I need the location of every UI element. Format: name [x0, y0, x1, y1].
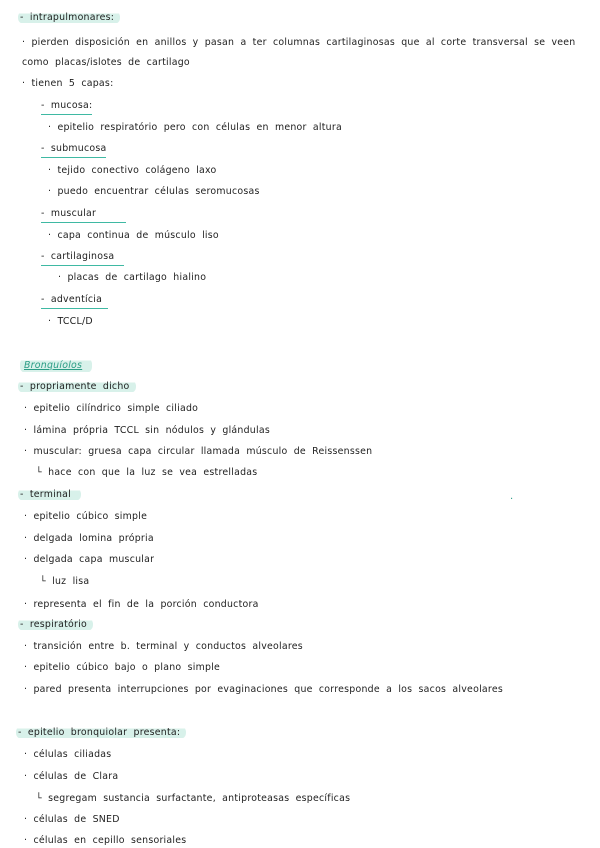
- text-line: · células de Clara: [24, 771, 119, 782]
- layer-heading-muscular: - muscular: [41, 208, 126, 223]
- text-line: · representa el fin de la porción conductora: [24, 599, 259, 610]
- layer-heading-mucosa: - mucosa:: [41, 100, 92, 115]
- text-line: · lámina própria TCCL sin nódulos y glándulas: [24, 425, 270, 436]
- layer-heading-adventicia: - adventícia: [41, 294, 108, 309]
- layer-item: · puedo encuentrar células seromucosas: [48, 186, 260, 197]
- text-line: └ luz lisa: [40, 576, 90, 587]
- text-line: · tienen 5 capas:: [22, 78, 114, 89]
- text-line: · células ciliadas: [24, 749, 112, 760]
- text-line: · células en cepillo sensoriales: [24, 835, 187, 846]
- section-heading-intrapulmonares: - intrapulmonares:: [18, 12, 120, 24]
- subsection-heading-respiratorio: - respiratório: [18, 619, 93, 631]
- section-heading-epitelio-bronquiolar: - epitelio bronquiolar presenta:: [16, 727, 186, 739]
- subsection-heading-terminal: - terminal: [18, 489, 81, 501]
- stray-ink-mark: ·: [510, 494, 514, 505]
- text-line: · delgada capa muscular: [24, 554, 155, 565]
- text-line: · transición entre b. terminal y conductos alveolares: [24, 641, 303, 652]
- text-line: · pierden disposición en anillos y pasan a ter columnas cartilaginosas que al corte transversal se veen: [22, 37, 576, 48]
- layer-item: · TCCL/D: [48, 316, 93, 327]
- layer-item: · tejido conectivo colágeno laxo: [48, 165, 217, 176]
- layer-heading-submucosa: - submucosa: [41, 143, 106, 158]
- layer-heading-cartilaginosa: - cartilaginosa: [41, 251, 124, 266]
- text-line: · delgada lomina própria: [24, 533, 154, 544]
- subsection-heading-propiamente-dicho: - propriamente dicho: [18, 381, 136, 393]
- text-line: como placas/islotes de cartilago: [22, 57, 190, 68]
- layer-item: · epitelio respiratório pero con células en menor altura: [48, 122, 342, 133]
- text-line: └ hace con que la luz se vea estrelladas: [36, 467, 258, 478]
- text-line: · epitelio cúbico bajo o plano simple: [24, 662, 221, 673]
- text-line: · epitelio cúbico simple: [24, 511, 148, 522]
- text-line: · epitelio cilíndrico simple ciliado: [24, 403, 199, 414]
- text-line: · muscular: gruesa capa circular llamada músculo de Reissenssen: [24, 446, 373, 457]
- section-title-bronquiolos: Bronquíolos: [20, 360, 92, 372]
- text-line: · células de SNED: [24, 814, 120, 825]
- text-line: · pared presenta interrupciones por evaginaciones que corresponde a los sacos alveolares: [24, 684, 503, 695]
- layer-item: · placas de cartilago hialino: [58, 272, 207, 283]
- layer-item: · capa continua de músculo liso: [48, 230, 219, 241]
- text-line: └ segregam sustancia surfactante, antiproteasas específicas: [36, 793, 351, 804]
